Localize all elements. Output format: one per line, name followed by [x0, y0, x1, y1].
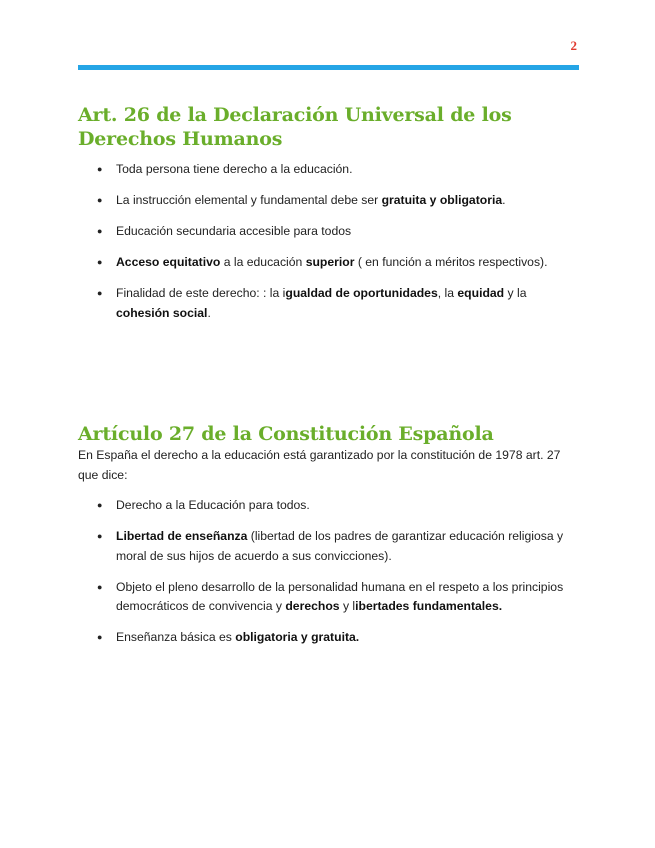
text: Objeto el pleno desarrollo de la personalidad humana en el respeto a los principios democráticos de convivencia y: [116, 579, 564, 613]
list-item: [78, 191, 578, 211]
bold-text: derechos: [285, 599, 340, 613]
bullet-icon: ●: [97, 500, 103, 510]
section-title-art27: Artículo 27 de la Constitución Española: [78, 423, 494, 445]
section-title-art26: Art. 26 de la Declaración Universal de los Derechos Humanos: [78, 104, 512, 150]
art26-list: [78, 160, 578, 323]
text: Toda persona tiene derecho a la educación.: [116, 162, 353, 176]
bold-text: obligatoria y gratuita.: [235, 630, 360, 644]
list-item: [78, 628, 578, 648]
text: .: [207, 305, 211, 320]
bold-text: Libertad de enseñanza: [116, 529, 248, 543]
list-item: [78, 527, 578, 566]
text: a la educación: [220, 255, 306, 269]
document-body: [78, 103, 578, 659]
bold-text: gratuita y obligatoria: [381, 193, 503, 207]
page-number: 2: [570, 38, 577, 53]
list-item: [78, 253, 578, 273]
text: Derecho a la Educación para todos.: [116, 498, 310, 512]
bullet-icon: ●: [97, 226, 103, 236]
list-item: [78, 496, 578, 516]
text: y la: [504, 286, 527, 300]
bullet-icon: ●: [97, 257, 103, 267]
bullet-icon: ●: [97, 581, 103, 592]
text: .: [502, 193, 506, 207]
list-item: [78, 284, 578, 323]
bold-text: Acceso equitativo: [116, 255, 221, 269]
art27-intro: En España el derecho a la educación está garantizado por la constitución de 1978 art. 27 que dice:: [78, 448, 561, 482]
list-item: [78, 578, 578, 617]
text: (libertad de los padres de garantizar educación religiosa y moral de sus hijos de acuerdo a sus convicciones).: [116, 529, 564, 563]
bold-text: gualdad de oportunidades: [285, 286, 438, 300]
bullet-icon: ●: [97, 632, 103, 642]
text: , la: [437, 286, 458, 300]
text: Finalidad de este derecho: : la i: [116, 286, 286, 300]
header-rule: [78, 65, 579, 70]
text: Enseñanza básica es: [116, 630, 236, 644]
bullet-icon: ●: [97, 531, 103, 541]
art27-list: [78, 496, 578, 648]
bold-text: equidad: [457, 286, 505, 300]
text: La instrucción elemental y fundamental debe ser: [116, 193, 382, 207]
text: y l: [339, 599, 356, 613]
bold-text: cohesión social: [116, 305, 208, 320]
list-item: [78, 222, 578, 242]
bullet-icon: ●: [97, 288, 103, 298]
bullet-icon: ●: [97, 195, 103, 205]
bold-text: superior: [305, 255, 355, 269]
text: ( en función a méritos respectivos).: [354, 255, 548, 269]
text: Educación secundaria accesible para todos: [116, 224, 352, 238]
bullet-icon: ●: [97, 164, 103, 174]
bold-text: ibertades fundamentales.: [355, 599, 503, 613]
list-item: [78, 160, 578, 180]
